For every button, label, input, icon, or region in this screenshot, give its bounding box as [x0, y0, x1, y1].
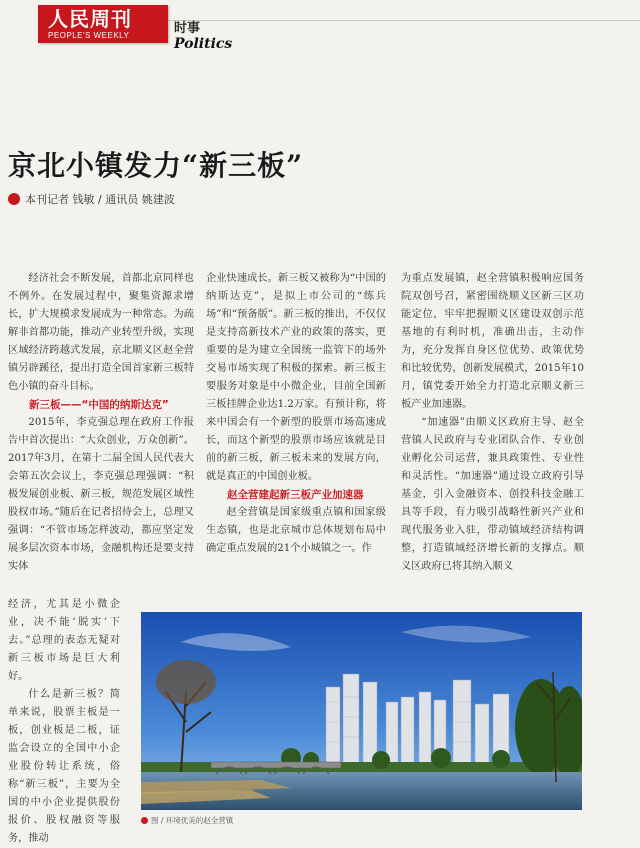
masthead	[0, 0, 640, 52]
caption-mark-icon	[141, 817, 148, 824]
logo-chinese: 人民周刊	[48, 7, 132, 31]
paragraph-nasdaq: 企业快速成长。新三板又被称为“中国的纳斯达克”，是拟上市公司的“练兵场”和“预备版”。新三板的推出，不仅仅是支持高新技术产业的政策的落实，更重要的是为建立全国统一监管下的场外交易市场实现了积极的探索。新三板主要服务对象是中小微企业，目前全国新三板挂牌企业达1.2万家。有预计称，将来中国会有一个新型的股票市场高速成长，而这个新型的股票市场应该就是目前的新三板，新三板未来的发展方向，就是真正的中国创业板。	[206, 273, 386, 482]
paragraph-accelerator: “加速器”由顺义区政府主导、赵全营镇人民政府与专业团队合作、专业创业孵化公司运营，兼具政策性、专业性和灵活性。“加速器”通过设立政府引导基金，引入金融资本、创投科技金融工具等手段，有力吸引战略性新兴产业和现代服务业入驻，带动镇域经济结构调整，打造镇域经济增长新的支撑点。顺义区政府已将其纳入顺义	[401, 417, 584, 572]
column-1	[8, 270, 194, 576]
section-chinese: 时事	[174, 21, 201, 36]
paragraph-key-town: 为重点发展镇，赵全营镇积极响应国务院双创号召，紧密围绕顺义区新三区功能定位，牢牢把握顺义区建设双创示范基地的有利时机，准确出击，主动作为，充分发挥自身区位优势、政策优势和比较优势，创新发展模式，2015年10月，镇党委开始全力打造北京顺义新三板产业加速器。	[401, 273, 584, 410]
byline-text: 本刊记者 钱敏 / 通讯员 姚建波	[25, 193, 175, 206]
reporter-mark-icon	[8, 193, 20, 205]
paragraph-premier: 2015年，李克强总理在政府工作报告中首次提出：“大众创业，万众创新”。2017年3月，在第十二届全国人民代表大会第五次会议上，李克强总理强调：“积极发展创业板、新三板，规范发展区域性股权市场。”随后在记者招待会上，总理又强调：“不管市场怎样波动，都应坚定发展多层次资本市场，金融机构还是要支持实体	[8, 417, 194, 572]
paragraph-premier-cont: 经济，尤其是小微企业，决不能‘脱实’下去。”总理的表态无疑对新三板市场是巨大利好。	[8, 599, 120, 682]
paragraph-what-is: 什么是新三板？简单来说，股票主板是一板，创业板是二板，证监会设立的全国中小企业股份转让系统，俗称“新三板”，主要为全国的中小企业提供股份报价、股权融资等服务，推动	[8, 689, 120, 844]
peoples-weekly-logo	[38, 5, 168, 43]
article-headline: 京北小镇发力“新三板”	[8, 149, 304, 182]
caption-text: 图 / 环境优美的赵全营镇	[151, 816, 234, 825]
masthead-rule	[140, 20, 640, 21]
column-1-narrow	[8, 596, 120, 848]
section-english: Politics	[174, 36, 233, 52]
logo-english: PEOPLE'S WEEKLY	[48, 31, 130, 40]
town-photo	[141, 612, 582, 810]
column-3	[401, 270, 584, 576]
town-photo-illustration	[141, 612, 582, 810]
subheading-new-third-board: 新三板——“中国的纳斯达克”	[29, 399, 169, 411]
paragraph-town: 赵全营镇是国家级重点镇和国家级生态镇，也是北京城市总体规划布局中确定重点发展的21个小城镇之一。作	[206, 507, 386, 554]
subheading-accelerator: 赵全营建起新三板产业加速器	[227, 489, 364, 501]
photo-caption	[141, 816, 233, 826]
byline	[8, 193, 175, 207]
section-label	[174, 22, 232, 52]
column-2	[206, 270, 386, 558]
paragraph-intro: 经济社会不断发展，首都北京同样也不例外。在发展过程中，聚集资源求增长，扩大规模求发展成为一种常态。为疏解非首都功能，推动产业转型升级，实现区域经济跨越式发展，京北顺义区赵全营镇另辟蹊径，提出打造全国首家新三板特色小镇的奋斗目标。	[8, 273, 194, 392]
